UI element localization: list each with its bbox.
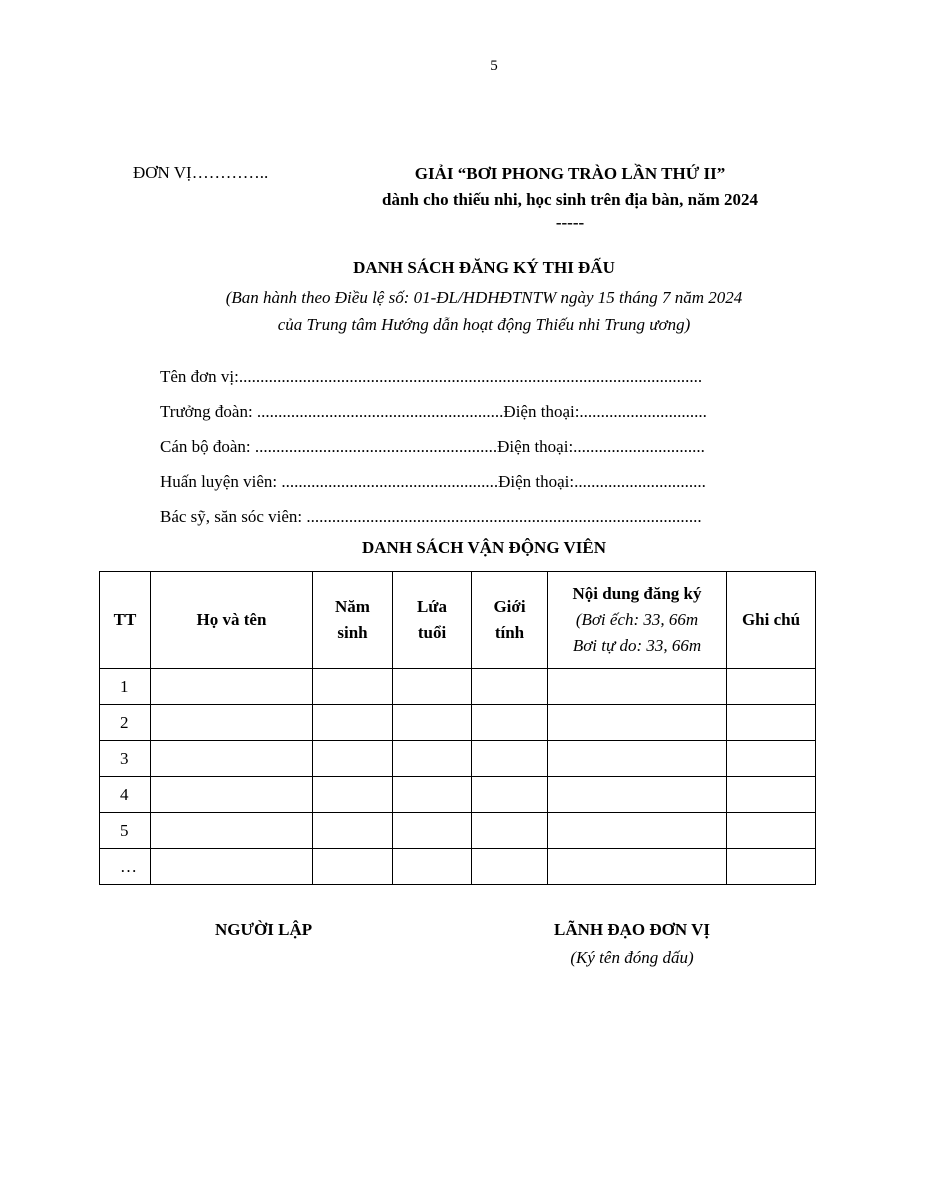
contest-title: GIẢI “BƠI PHONG TRÀO LẦN THỨ II”	[414, 164, 726, 183]
row-number-cell: 4	[100, 777, 151, 813]
table-row	[100, 705, 816, 741]
empty-cell	[727, 741, 816, 777]
empty-cell	[548, 705, 727, 741]
leader-signature-note: (Ký tên đóng dấu)	[570, 948, 694, 967]
row-number-cell: 3	[100, 741, 151, 777]
team-leader-field: Trưởng đoàn: ..........................................................	[160, 402, 504, 421]
empty-cell	[393, 669, 472, 705]
empty-cell	[727, 813, 816, 849]
table-header-row	[100, 572, 816, 669]
coach-line	[160, 468, 707, 503]
empty-cell	[313, 741, 393, 777]
empty-cell	[393, 705, 472, 741]
header-name: Họ và tên	[151, 572, 313, 669]
header-registration	[548, 572, 727, 669]
empty-cell	[548, 777, 727, 813]
empty-cell	[151, 813, 313, 849]
issued-note-line-1: (Ban hành theo Điều lệ số: 01-ĐL/HDHĐTNTW ngày 15 tháng 7 năm 2024	[225, 288, 743, 307]
empty-cell	[727, 705, 816, 741]
coach-phone-field: Điện thoại:...............................	[498, 472, 706, 491]
unit-name-line: Tên đơn vị:.............................................................................................................	[160, 367, 703, 386]
coach-field: Huấn luyện viên: ...................................................	[160, 472, 499, 491]
empty-cell	[472, 813, 548, 849]
empty-cell	[393, 777, 472, 813]
empty-cell	[393, 741, 472, 777]
empty-cell	[151, 705, 313, 741]
row-number-cell: 2	[100, 705, 151, 741]
team-leader-line	[160, 398, 707, 433]
header-notes: Ghi chú	[727, 572, 816, 669]
empty-cell	[548, 813, 727, 849]
header-tt: TT	[100, 572, 151, 669]
doctor-line: Bác sỹ, săn sóc viên: .............................................................................................	[160, 507, 702, 526]
union-officer-line	[160, 433, 707, 468]
empty-cell	[472, 669, 548, 705]
unit-label: ĐƠN VỊ…………..	[133, 163, 269, 182]
empty-cell	[151, 777, 313, 813]
list-title: DANH SÁCH ĐĂNG KÝ THI ĐẤU	[353, 258, 615, 277]
page-number: 5	[490, 58, 498, 74]
title-divider: -----	[555, 213, 585, 232]
header-gender-line-2: tính	[494, 623, 525, 642]
empty-cell	[727, 669, 816, 705]
empty-cell	[548, 669, 727, 705]
empty-cell	[472, 705, 548, 741]
contest-subtitle: dành cho thiếu nhi, học sinh trên địa bàn, năm 2024	[382, 190, 758, 209]
table-body	[100, 669, 816, 885]
leader-signature-label: LÃNH ĐẠO ĐƠN VỊ	[553, 920, 710, 939]
row-number-cell: 5	[100, 813, 151, 849]
empty-cell	[393, 813, 472, 849]
issued-note	[0, 284, 927, 338]
empty-cell	[727, 849, 816, 885]
contest-title-block	[340, 161, 800, 213]
empty-cell	[472, 777, 548, 813]
table-row	[100, 813, 816, 849]
empty-cell	[313, 849, 393, 885]
empty-cell	[472, 741, 548, 777]
team-leader-phone-field: Điện thoại:..............................	[503, 402, 707, 421]
empty-cell	[313, 777, 393, 813]
empty-cell	[727, 777, 816, 813]
empty-cell	[151, 669, 313, 705]
row-number-cell: …	[100, 849, 151, 885]
table-row	[100, 669, 816, 705]
header-age-group	[393, 572, 472, 669]
header-gender-line-1: Giới	[493, 597, 526, 616]
empty-cell	[313, 705, 393, 741]
empty-cell	[151, 741, 313, 777]
empty-cell	[151, 849, 313, 885]
athletes-title: DANH SÁCH VẬN ĐỘNG VIÊN	[361, 538, 606, 557]
athlete-table	[99, 571, 816, 885]
header-age-line-1: Lứa	[416, 597, 448, 616]
union-officer-phone-field: Điện thoại:...............................	[497, 437, 705, 456]
table-row	[100, 741, 816, 777]
preparer-signature-label: NGƯỜI LẬP	[215, 920, 313, 939]
empty-cell	[472, 849, 548, 885]
issued-note-line-2: của Trung tâm Hướng dẫn hoạt động Thiếu nhi Trung ương)	[277, 315, 691, 334]
empty-cell	[393, 849, 472, 885]
table-row	[100, 849, 816, 885]
header-birth-year	[313, 572, 393, 669]
table-row	[100, 777, 816, 813]
header-registration-title: Nội dung đăng ký	[572, 584, 702, 603]
header-birth-year-line-2: sinh	[337, 623, 368, 642]
empty-cell	[548, 741, 727, 777]
union-officer-field: Cán bộ đoàn: .........................................................	[160, 437, 498, 456]
empty-cell	[548, 849, 727, 885]
header-age-line-2: tuổi	[417, 623, 447, 642]
header-registration-breaststroke: (Bơi ếch: 33, 66m	[575, 610, 699, 629]
info-section	[160, 363, 707, 538]
empty-cell	[313, 669, 393, 705]
header-registration-freestyle: Bơi tự do: 33, 66m	[572, 636, 702, 655]
header-birth-year-line-1: Năm	[335, 597, 370, 616]
row-number-cell: 1	[100, 669, 151, 705]
header-gender	[472, 572, 548, 669]
empty-cell	[313, 813, 393, 849]
